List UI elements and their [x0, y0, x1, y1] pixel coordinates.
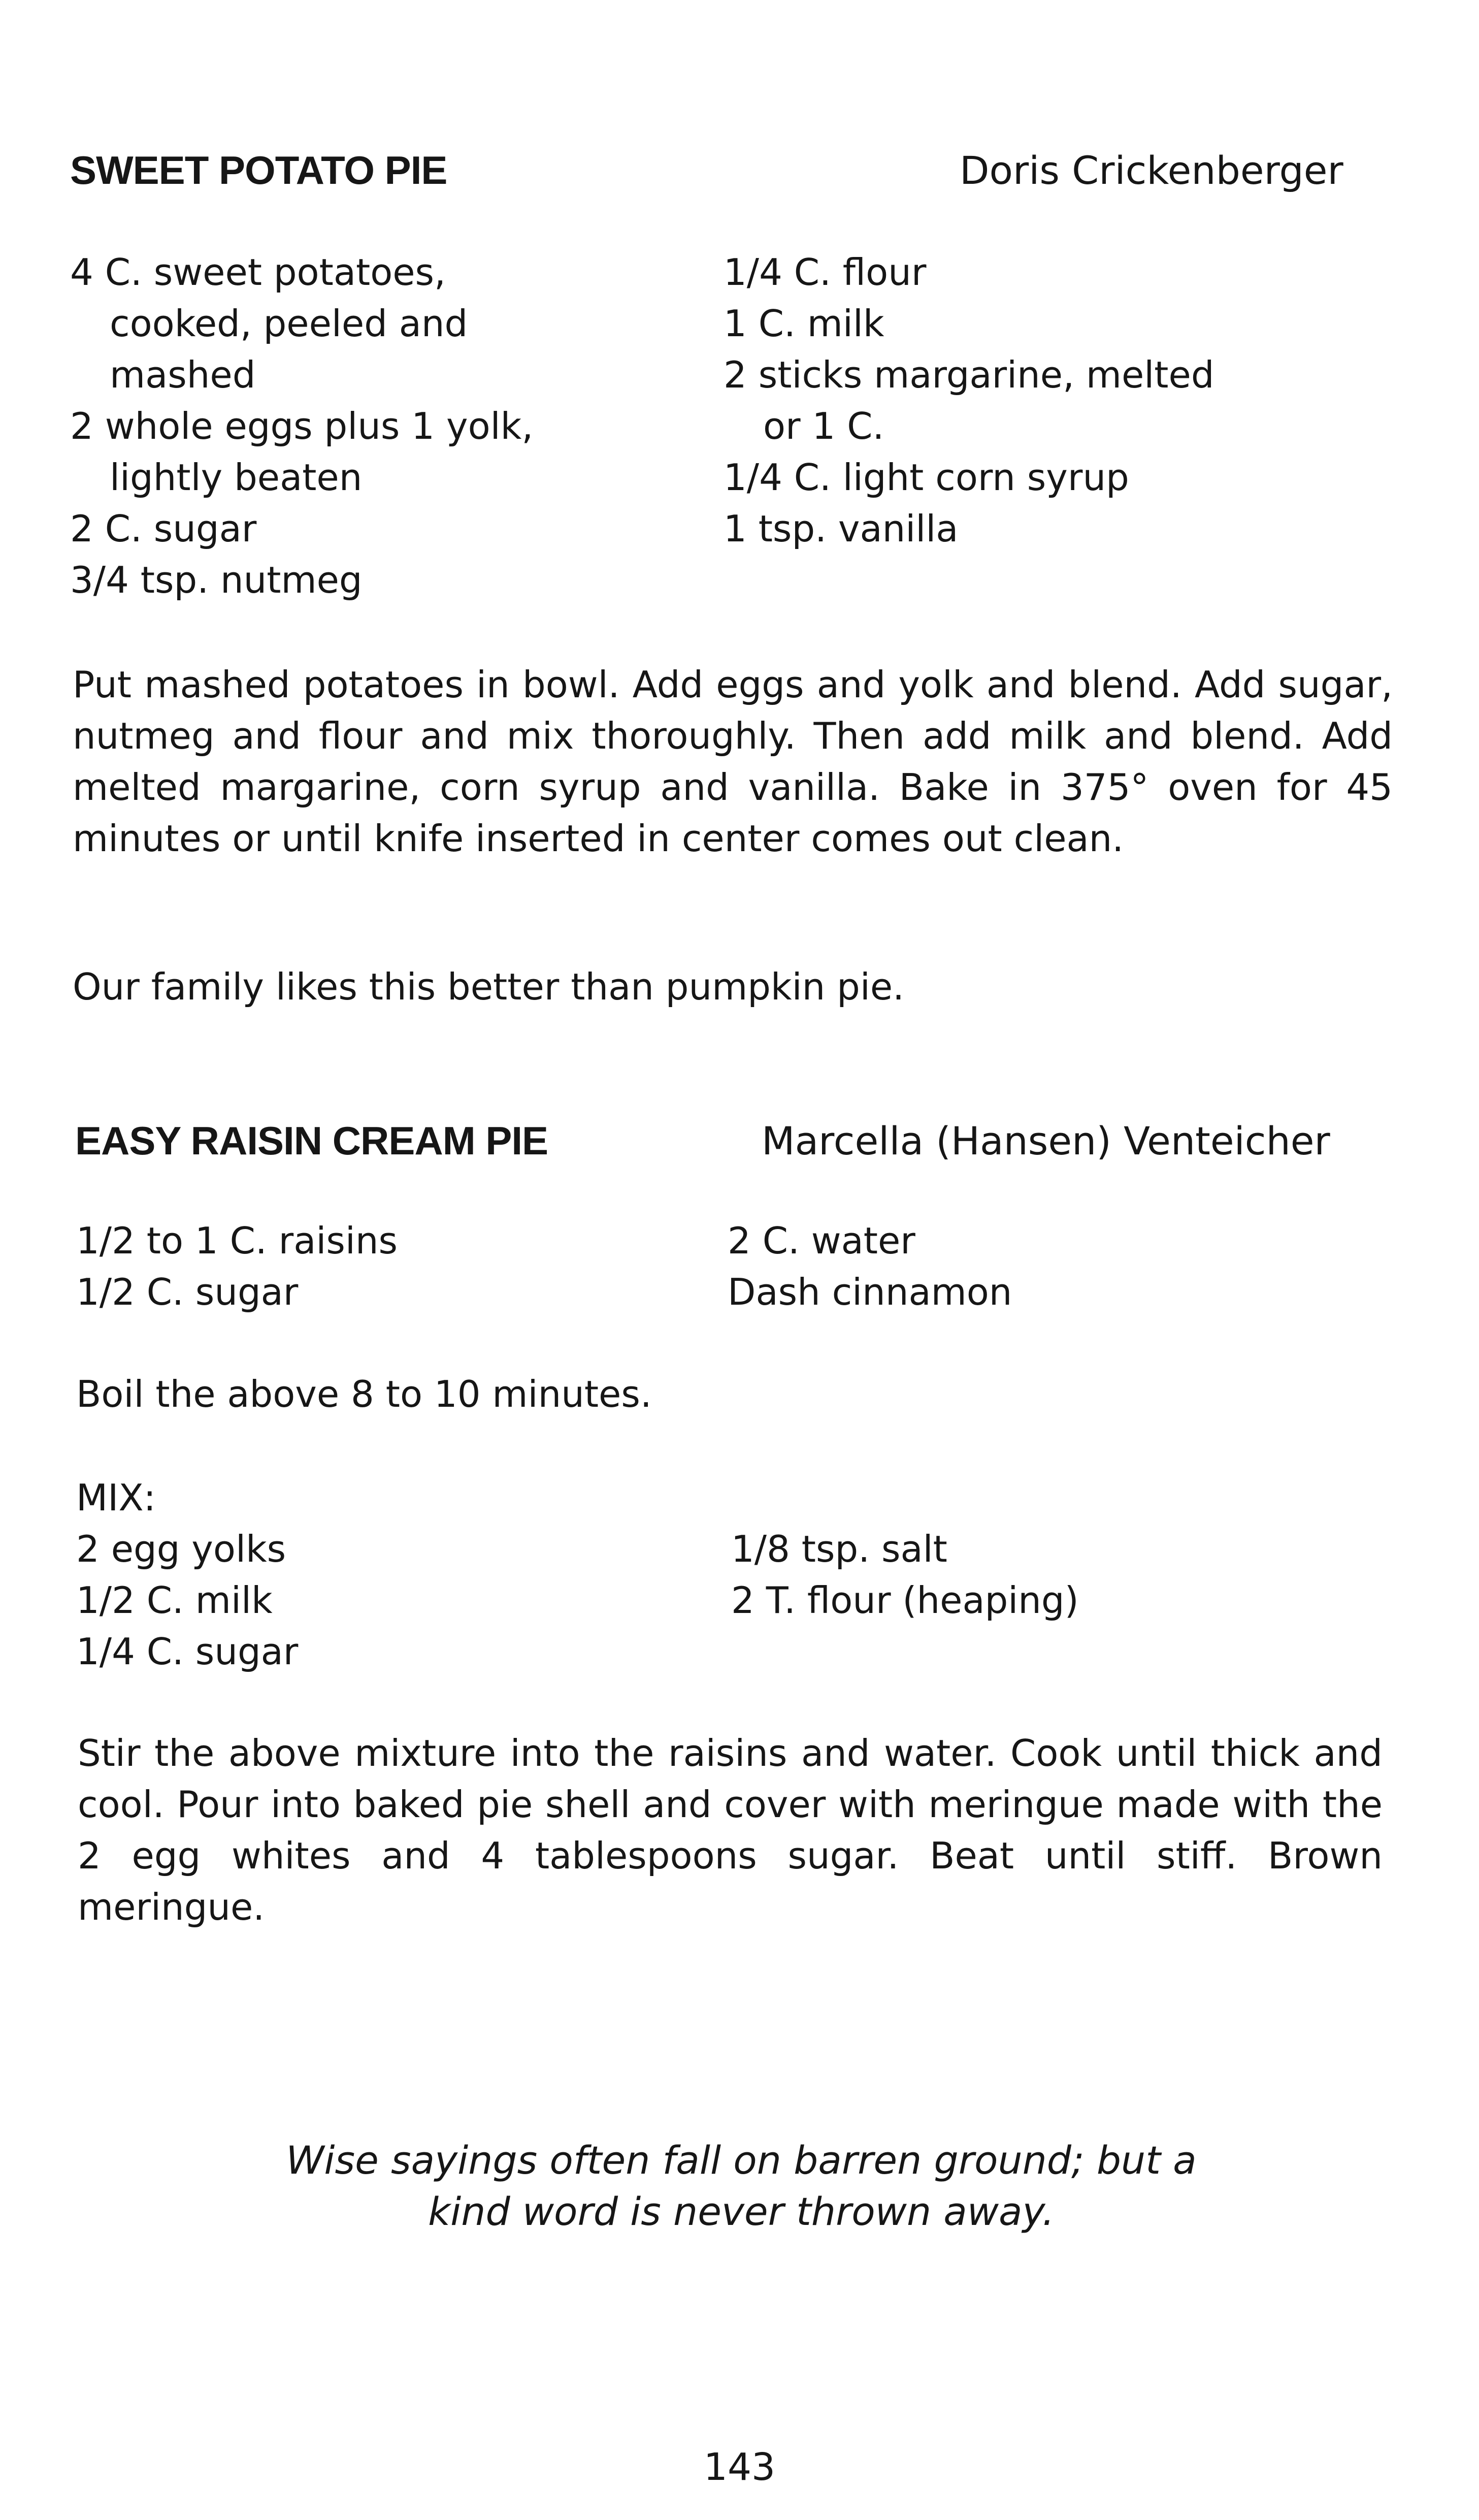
- ingredient-item: 1/4 C. sugar: [76, 1630, 299, 1673]
- ingredient-item: 1 C. milk: [724, 302, 884, 345]
- recipe-directions: Put mashed potatoes in bowl. Add eggs and yolk and blend. Add sugar, nutmeg and flour and mix thoroughly. Then add milk and blend. Add melted margarine, corn syrup and vanilla. Bake in 375° oven for 45 minutes or until knife inserted in center comes out clean.: [73, 663, 1393, 860]
- recipe-title-sweet-potato-pie: SWEET POTATO PIE: [70, 148, 447, 192]
- quote-line-2: kind word is never thrown away.: [428, 2189, 1055, 2234]
- ingredient-item: 2 whole eggs plus 1 yolk,: [70, 405, 534, 447]
- mix-label: MIX:: [76, 1476, 156, 1519]
- ingredient-item: 3/4 tsp. nutmeg: [70, 559, 363, 601]
- ingredient-item: 1 tsp. vanilla: [724, 507, 959, 550]
- ingredient-item: or 1 C.: [763, 405, 884, 447]
- mix-list-right: [731, 1524, 1079, 1626]
- ingredient-item: Dash cinnamon: [728, 1271, 1012, 1313]
- recipe-author: Marcella (Hansen) Venteicher: [762, 1118, 1330, 1164]
- ingredient-item: 2 C. sugar: [70, 507, 257, 550]
- ingredient-item: 1/8 tsp. salt: [731, 1528, 947, 1570]
- ingredient-item: 1/2 C. milk: [76, 1579, 273, 1622]
- ingredient-item: lightly beaten: [110, 456, 363, 499]
- ingredient-item: 1/4 C. light corn syrup: [724, 456, 1129, 499]
- ingredient-item: 4 C. sweet potatoes,: [70, 251, 446, 294]
- ingredient-item: 1/2 to 1 C. raisins: [76, 1219, 398, 1262]
- ingredient-item: 1/4 C. flour: [724, 251, 927, 294]
- recipe-title-easy-raisin-cream-pie: EASY RAISIN CREAM PIE: [75, 1118, 548, 1163]
- ingredient-item: 2 C. water: [728, 1219, 915, 1262]
- ingredient-item: cooked, peeled and: [110, 302, 468, 345]
- ingredient-item: mashed: [110, 353, 256, 396]
- ingredient-list-right: [724, 247, 1214, 555]
- recipe-note: Our family likes this better than pumpkin pie.: [73, 965, 905, 1008]
- mix-list-left: [76, 1524, 298, 1677]
- quote-line-1: Wise sayings often fall on barren ground; but a: [286, 2138, 1197, 2183]
- ingredient-item: 2 sticks margarine, melted: [724, 353, 1214, 396]
- ingredient-item: 2 T. flour (heaping): [731, 1579, 1079, 1622]
- ingredient-list-left: [70, 247, 533, 606]
- ingredient-list-right: [728, 1215, 1012, 1318]
- ingredient-list-left: [76, 1215, 398, 1318]
- ingredient-item: 2 egg yolks: [76, 1528, 286, 1570]
- ingredient-item: 1/2 C. sugar: [76, 1271, 299, 1313]
- recipe-author: Doris Crickenberger: [960, 148, 1343, 193]
- recipe-step: Boil the above 8 to 10 minutes.: [76, 1373, 652, 1415]
- recipe-directions: Stir the above mixture into the raisins and water. Cook until thick and cool. Pour into baked pie shell and cover with meringue made with the 2 egg whites and 4 tablespoons sugar. Beat until stiff. Brown meringue.: [78, 1732, 1383, 1928]
- page-number: 143: [703, 2445, 776, 2489]
